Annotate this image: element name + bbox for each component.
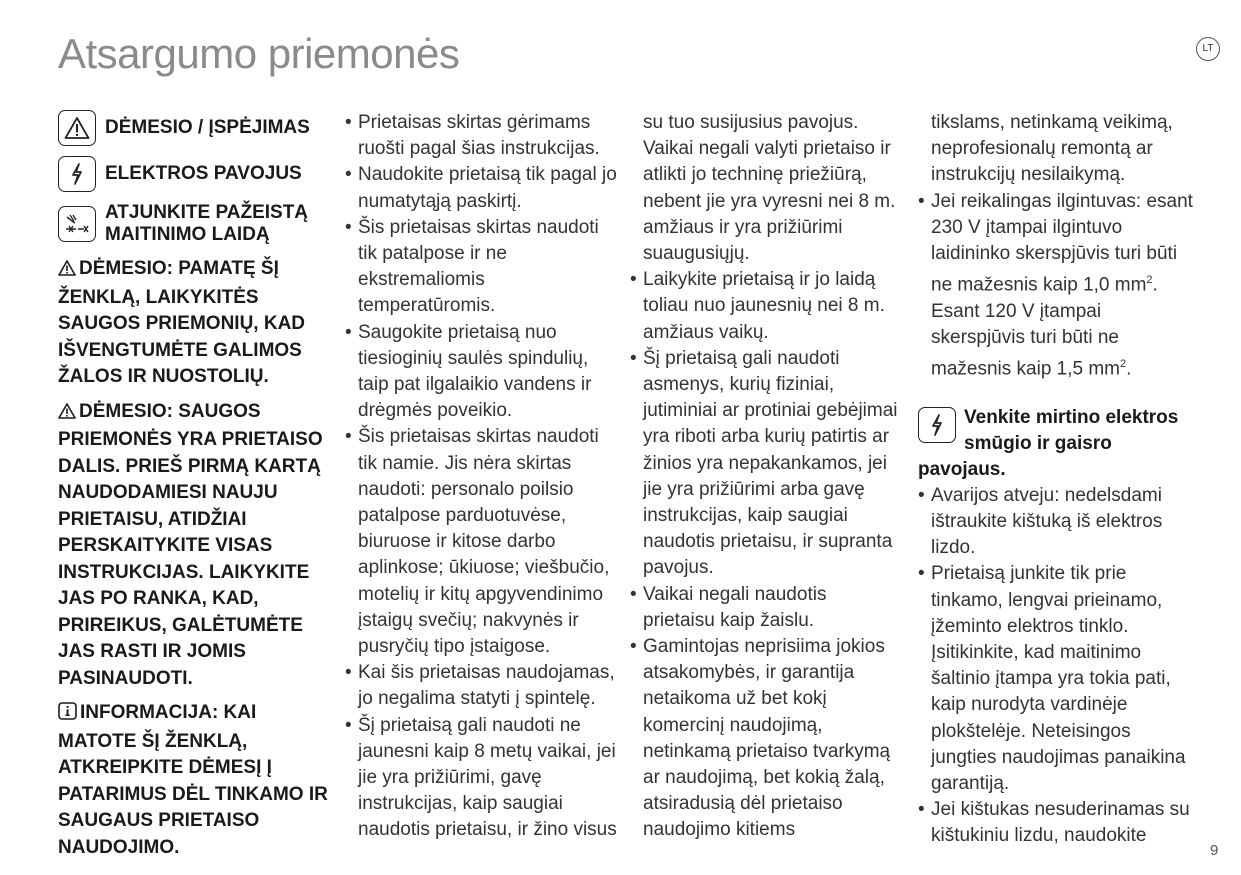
damaged-cord-icon xyxy=(58,206,96,242)
symbol-label: DĖMESIO / ĮSPĖJIMAS xyxy=(105,117,310,138)
warning-text: DĖMESIO: PAMATĘ ŠĮ ŽENKLĄ, LAIKYKITĖS SAUGOS PRIEMONIŲ, KAD IŠVENGTUMĖTE GALIMOS ŽALOS IR NUOSTOLIŲ. xyxy=(58,258,306,387)
list-item: • Gamintojas neprisiima jokios atsakomybės, ir garantija netaikoma už bet kokį komercinį naudojimą, netinkamą prietaiso tvarkymą ar naudojimą, bet kokią žalą, atsiradusią dėl prietaiso naudojimo kitiems xyxy=(630,634,902,844)
list-item: • Šis prietaisas skirtas naudoti tik namie. Jis nėra skirtas naudoti: personalo poilsio patalpose parduotuvėse, biuruose ir kitose darbo aplinkose; ūkiuose; viešbučio, motelių ir kitų apgyvendinimo įstaigų svečių; nakvynės ir pusryčių tipo įstaigose. xyxy=(345,424,617,660)
page-number: 9 xyxy=(1210,842,1219,859)
language-badge: LT xyxy=(1196,37,1220,61)
list-item: • Prietaisas skirtas gėrimams ruošti pagal šias instrukcijas. xyxy=(345,110,617,162)
page-title: Atsargumo priemonės xyxy=(58,30,460,77)
electric-shock-icon xyxy=(918,407,956,443)
symbols-column xyxy=(58,110,333,867)
list-item: • Avarijos atveju: nedelsdami ištraukite kištuką iš elektros lizdo. xyxy=(918,483,1193,562)
warning-triangle-icon xyxy=(58,110,96,146)
list-item: • Naudokite prietaisą tik pagal jo numatytąją paskirtį. xyxy=(345,162,617,214)
list-item: • Vaikai negali naudotis prietaisu kaip žaislu. xyxy=(630,582,902,634)
electric-shock-icon xyxy=(58,156,96,192)
list-item: • Šis prietaisas skirtas naudoti tik patalpose ir ne ekstremaliomis temperatūromis. xyxy=(345,215,617,320)
symbol-warning xyxy=(58,110,333,146)
list-item-extension-cable: • Jei reikalingas ilgintuvas: esant 230 V įtampai ilgintuvo laidininko skerspjūvis turi būti ne mažesnis kaip 1,0 $mm^2$. Esant 120 V įtampai skerspjūvis turi būti ne mažesnis kaip 1,5 $mm^2$. xyxy=(918,189,1193,383)
continued-text: su tuo susijusius pavojus. Vaikai negali valyti prietaiso ir atlikti jo techninę priežiūrą, nebent jie yra vyresni nei 8 m. amžiaus ir yra prižiūrimi suaugusiųjų. xyxy=(643,112,896,265)
info-notice xyxy=(58,700,333,861)
symbol-electric xyxy=(58,156,333,192)
warning-notice xyxy=(58,256,333,391)
list-item: • Kai šis prietaisas naudojamas, jo negalima statyti į spintelę. xyxy=(345,660,617,712)
continued-text: tikslams, netinkamą veikimą, neprofesionalų remontą ar instrukcijų nesilaikymą. xyxy=(931,112,1173,186)
instructions-column-4 xyxy=(918,110,1193,850)
warning-notice xyxy=(58,399,333,693)
list-item: • Šį prietaisą gali naudoti ne jaunesni kaip 8 metų vaikai, jei jie yra prižiūrimi, gavę instrukcijas, kaip saugiai naudotis prietaisu, ir žino visus xyxy=(345,713,617,844)
section-heading xyxy=(918,405,1193,483)
info-icon xyxy=(58,702,77,729)
symbol-label: ELEKTROS PAVOJUS xyxy=(105,163,302,184)
info-text: INFORMACIJA: KAI MATOTE ŠĮ ŽENKLĄ, ATKREIPKITE DĖMESĮ Į PATARIMUS DĖL TINKAMO IR SAUGAUS PRIETAISO NAUDOJIMO. xyxy=(58,702,328,858)
warning-text: DĖMESIO: SAUGOS PRIEMONĖS YRA PRIETAISO DALIS. PRIEŠ PIRMĄ KARTĄ NAUDODAMIESI NAUJU PRIETAISU, ATIDŽIAI PERSKAITYKITE VISAS INSTRUKCIJAS. LAIKYKITE JAS PO RANKA, KAD, PRIREIKUS, GALĖTUMĖTE JAS RASTI IR JOMIS PASINAUDOTI. xyxy=(58,400,323,689)
section-title: Venkite mirtino elektros smūgio ir gaisro xyxy=(964,406,1179,454)
instructions-column-3 xyxy=(630,110,902,844)
warning-small-icon xyxy=(58,401,76,428)
symbol-label: ATJUNKITE PAŽEISTĄ MAITINIMO LAIDĄ xyxy=(105,202,309,245)
list-item: • Šį prietaisą gali naudoti asmenys, kurių fiziniai, jutiminiai ar protiniai gebėjimai yra riboti arba kurių patirtis ar žinios yra nepakankamos, jei jie yra prižiūrimi arba gavę instrukcijas, kaip saugiai naudotis prietaisu, ir supranta pavojus. xyxy=(630,346,902,582)
list-item: • Saugokite prietaisą nuo tiesioginių saulės spindulių, taip pat ilgalaikio vandens ir drėgmės poveikio. xyxy=(345,320,617,425)
list-item: • Prietaisą junkite tik prie tinkamo, lengvai prieinamo, įžeminto elektros tinklo. Įsitikinkite, kad maitinimo šaltinio įtampa yra tokia pati, kaip nurodyta vardinėje plokštelėje. Neteisingos jungties naudojimas panaikina garantiją. xyxy=(918,561,1193,797)
section-title-tail: pavojaus. xyxy=(918,458,1006,480)
symbol-damaged-cord xyxy=(58,202,333,246)
list-item: • Jei kištukas nesuderinamas su kištukiniu lizdu, naudokite xyxy=(918,797,1193,849)
list-item: • Laikykite prietaisą ir jo laidą toliau nuo jaunesnių nei 8 m. amžiaus vaikų. xyxy=(630,267,902,346)
warning-small-icon xyxy=(58,258,76,285)
instructions-column-2 xyxy=(345,110,617,844)
